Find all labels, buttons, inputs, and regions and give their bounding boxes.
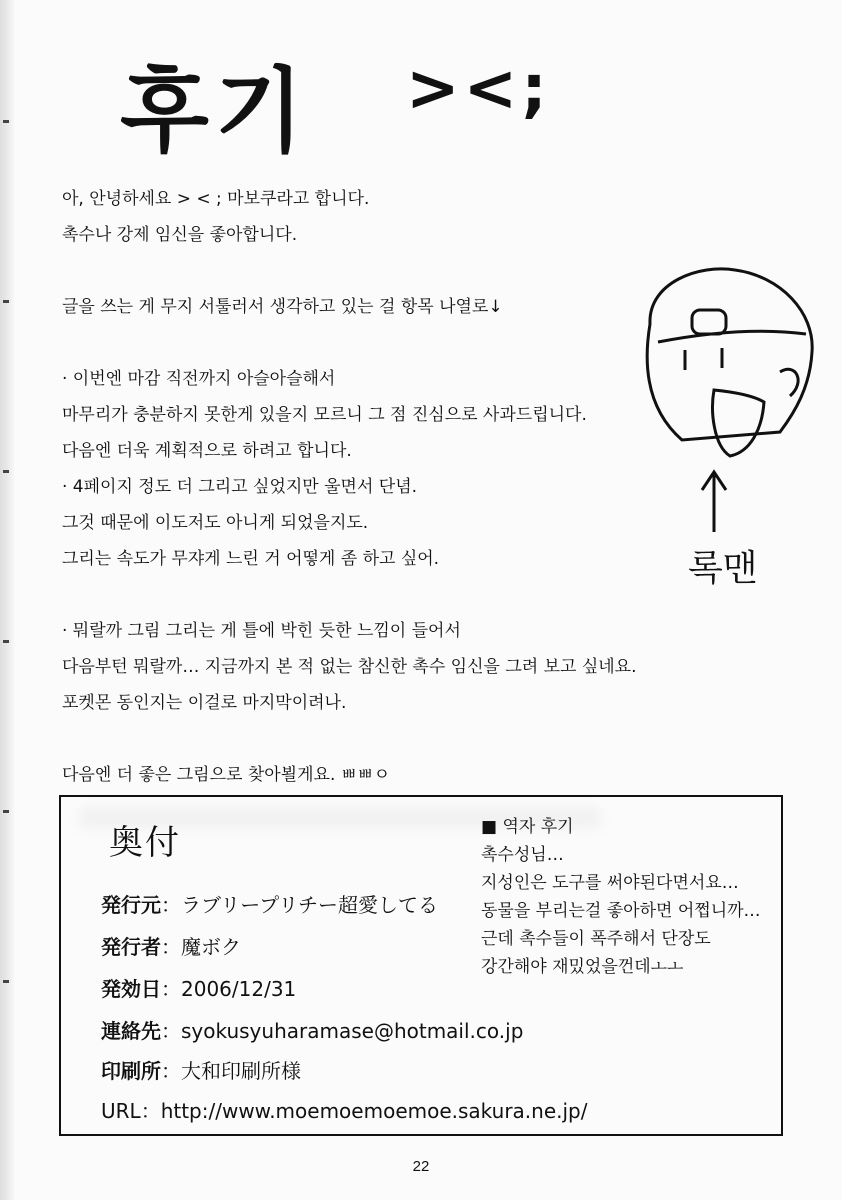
row-label: 発行者 bbox=[101, 935, 161, 959]
helmet-badge bbox=[692, 310, 726, 334]
row-value: ラブリープリチー超愛してる bbox=[181, 893, 438, 917]
text-line: 촉수나 강제 임신을 좋아합니다. bbox=[62, 225, 298, 245]
row-value: 大和印刷所様 bbox=[181, 1059, 301, 1083]
title-emoticon: ><; bbox=[406, 52, 551, 126]
row-label: 連絡先 bbox=[101, 1019, 161, 1043]
text-line: 글을 쓰는 게 무지 서툴러서 생각하고 있는 걸 항목 나열로↓ bbox=[62, 297, 503, 317]
row-value: syokusyuharamase@hotmail.co.jp bbox=[181, 1019, 524, 1043]
helmet-line bbox=[658, 331, 806, 342]
binding-mark bbox=[3, 120, 9, 123]
page-title: 후기 bbox=[120, 58, 310, 165]
translator-note-line: 근데 촉수들이 폭주해서 단장도 bbox=[481, 929, 711, 949]
blank-line bbox=[62, 260, 622, 296]
blank-line bbox=[62, 728, 622, 764]
text-line: 그것 때문에 이도저도 아니게 되었을지도. bbox=[62, 513, 369, 533]
binding-mark bbox=[3, 640, 9, 643]
text-line: 포켓몬 동인지는 이걸로 마지막이려나. bbox=[62, 693, 347, 713]
binding-mark bbox=[3, 810, 9, 813]
translator-note-line: 지성인은 도구를 써야된다면서요… bbox=[481, 873, 739, 893]
row-separator: ： bbox=[161, 1019, 181, 1043]
binding-mark bbox=[3, 470, 9, 473]
text-line: · 4페이지 정도 더 그리고 싶었지만 울면서 단념. bbox=[62, 477, 418, 497]
text-line: 다음부턴 뭐랄까… 지금까지 본 적 없는 참신한 촉수 임신을 그려 보고 싶네요. bbox=[62, 657, 637, 677]
page-number: 22 bbox=[412, 1158, 430, 1175]
afterword-text bbox=[62, 188, 637, 800]
colophon-row-publisher bbox=[101, 889, 438, 918]
colophon-row-date bbox=[101, 973, 296, 1002]
text-line: 아, 안녕하세요 > < ; 마보쿠라고 합니다. bbox=[62, 189, 370, 209]
row-separator: ： bbox=[161, 893, 181, 917]
row-separator: ： bbox=[161, 1059, 181, 1083]
blank-line bbox=[62, 332, 622, 368]
colophon-box bbox=[59, 795, 783, 1136]
text-line: 그리는 속도가 무쟈게 느린 거 어떻게 좀 하고 싶어. bbox=[62, 549, 440, 569]
sketch-label: 록맨 bbox=[688, 548, 758, 589]
row-value: 2006/12/31 bbox=[181, 977, 297, 1001]
row-value: http://www.moemoemoemoe.sakura.ne.jp/ bbox=[160, 1099, 588, 1123]
text-line: 마무리가 충분하지 못한게 있을지 모르니 그 점 진심으로 사과드립니다. bbox=[62, 405, 587, 425]
colophon-row-contact bbox=[101, 1015, 523, 1044]
translator-note-line: 촉수성님… bbox=[481, 845, 564, 865]
binding-mark bbox=[3, 300, 9, 303]
blank-line bbox=[62, 584, 622, 620]
row-label: 印刷所 bbox=[101, 1059, 161, 1083]
binding-mark bbox=[3, 980, 9, 983]
row-label: 発効日 bbox=[101, 977, 161, 1001]
translator-note-line: 동물을 부리는걸 좋아하면 어쩝니까… bbox=[481, 901, 761, 921]
row-separator: ： bbox=[161, 935, 181, 959]
colophon-title: 奥付 bbox=[109, 823, 181, 863]
text-line: · 뭐랄까 그림 그리는 게 틀에 박힌 듯한 느낌이 들어서 bbox=[62, 621, 461, 641]
colophon-row-issuer bbox=[101, 931, 241, 960]
row-label: URL bbox=[101, 1099, 141, 1123]
translator-note-heading: ■ 역자 후기 bbox=[481, 817, 574, 837]
row-separator: ： bbox=[140, 1099, 161, 1123]
row-separator: ： bbox=[161, 977, 181, 1001]
text-line: 다음엔 더 좋은 그림으로 찾아뵐게요. ㅃㅃㅇ bbox=[62, 765, 391, 785]
colophon-row-url bbox=[101, 1095, 587, 1124]
text-line: 다음엔 더욱 계획적으로 하려고 합니다. bbox=[62, 441, 352, 461]
ear bbox=[780, 369, 798, 396]
open-mouth bbox=[713, 390, 764, 456]
row-label: 発行元 bbox=[101, 893, 161, 917]
row-value: 魔ボク bbox=[181, 935, 241, 959]
translator-note-line: 강간해야 재밌었을껀데ㅗㅗ bbox=[481, 957, 684, 977]
text-line: · 이번엔 마감 직전까지 아슬아슬해서 bbox=[62, 369, 336, 389]
binding-edge bbox=[0, 0, 14, 1200]
translator-note bbox=[481, 813, 781, 981]
colophon-row-printer bbox=[101, 1055, 301, 1084]
head-outline bbox=[647, 269, 812, 440]
